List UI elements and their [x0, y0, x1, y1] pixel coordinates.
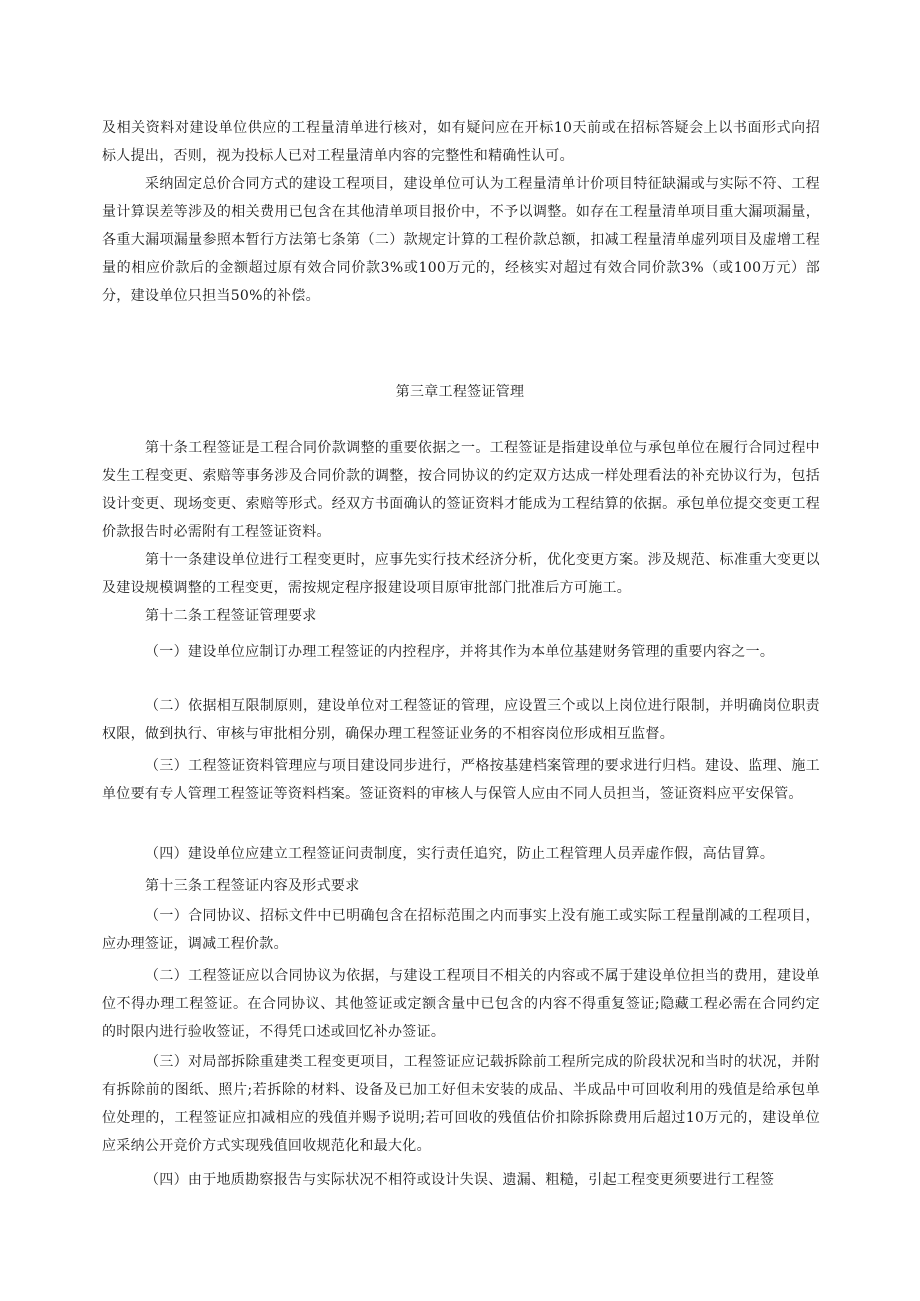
article-13-title: 第十三条工程签证内容及形式要求	[145, 878, 360, 894]
article-12-item-4: （四）建设单位应建立工程签证问责制度，实行责任追究，防止工程管理人员弄虚作假，高估冒算。	[145, 846, 775, 862]
chapter-heading: 第三章工程签证管理	[395, 384, 525, 400]
article-12-item-3: （三）工程签证资料管理应与项目建设同步进行，严格按基建档案管理的要求进行归档。建设、监理、施工单位要有专人管理工程签证等资料档案。签证资料的审核人与保管人应由不同人员担当，签证资料应平安保管。	[102, 758, 820, 802]
article-12-item-1: （一）建设单位应制订办理工程签证的内控程序，并将其作为本单位基建财务管理的重要内容之一。	[145, 644, 775, 660]
article-13-item-2: （二）工程签证应以合同协议为依据，与建设工程项目不相关的内容或不属于建设单位担当的费用，建设单位不得办理工程签证。在合同协议、其他签证或定额含量中已包含的内容不得重复签证;隐藏工程必需在合同约定的时限内进行验收签证，不得凭口述或回忆补办签证。	[102, 968, 820, 1040]
article-11: 第十一条建设单位进行工程变更时，应事先实行技术经济分析，优化变更方案。涉及规范、标准重大变更以及建设规模调整的工程变更，需按规定程序报建设项目原审批部门批准后方可施工。	[102, 552, 820, 596]
article-13-item-4: （四）由于地质勘察报告与实际状况不相符或设计失误、遗漏、粗糙，引起工程变更须要进行工程签	[145, 1172, 775, 1188]
article-12-item-2: （二）依据相互限制原则，建设单位对工程签证的管理，应设置三个或以上岗位进行限制，并明确岗位职责权限，做到执行、审核与审批相分别，确保办理工程签证业务的不相容岗位形成相互监督。	[102, 698, 820, 742]
paragraph-fixed-price-contract: 采纳固定总价合同方式的建设工程项目，建设单位可认为工程量清单计价项目特征缺漏或与实际不符、工程量计算误差等涉及的相关费用已包含在其他清单项目报价中，不予以调整。如存在工程量清单项目重大漏项漏量，各重大漏项漏量参照本暂行方法第七条第（二）款规定计算的工程价款总额，扣减工程量清单虚列项目及虚增工程量的相应价款后的金额超过原有效合同价款3%或100万元的，经核实对超过有效合同价款3%（或100万元）部分，建设单位只担当50%的补偿。	[102, 176, 820, 304]
article-12-title: 第十二条工程签证管理要求	[145, 608, 317, 624]
article-13-item-1: （一）合同协议、招标文件中已明确包含在招标范围之内而事实上没有施工或实际工程量削减的工程项目，应办理签证，调减工程价款。	[102, 908, 820, 952]
article-13-item-3: （三）对局部拆除重建类工程变更项目，工程签证应记载拆除前工程所完成的阶段状况和当时的状况，并附有拆除前的图纸、照片;若拆除的材料、设备及已加工好但未安装的成品、半成品中可回收利用的残值是给承包单位处理的，工程签证应扣减相应的残值并赐予说明;若可回收的残值估价扣除拆除费用后超过10万元的，建设单位应采纳公开竞价方式实现残值回收规范化和最大化。	[102, 1054, 820, 1154]
article-10: 第十条工程签证是工程合同价款调整的重要依据之一。工程签证是指建设单位与承包单位在履行合同过程中发生工程变更、索赔等事务涉及合同价款的调整，按合同协议的约定双方达成一样处理看法的补充协议行为，包括设计变更、现场变更、索赔等形式。经双方书面确认的签证资料才能成为工程结算的依据。承包单位提交变更工程价款报告时必需附有工程签证资料。	[102, 440, 820, 540]
paragraph-bill-verification: 及相关资料对建设单位供应的工程量清单进行核对，如有疑问应在开标10天前或在招标答疑会上以书面形式向招标人提出，否则，视为投标人已对工程量清单内容的完整性和精确性认可。	[102, 120, 820, 164]
